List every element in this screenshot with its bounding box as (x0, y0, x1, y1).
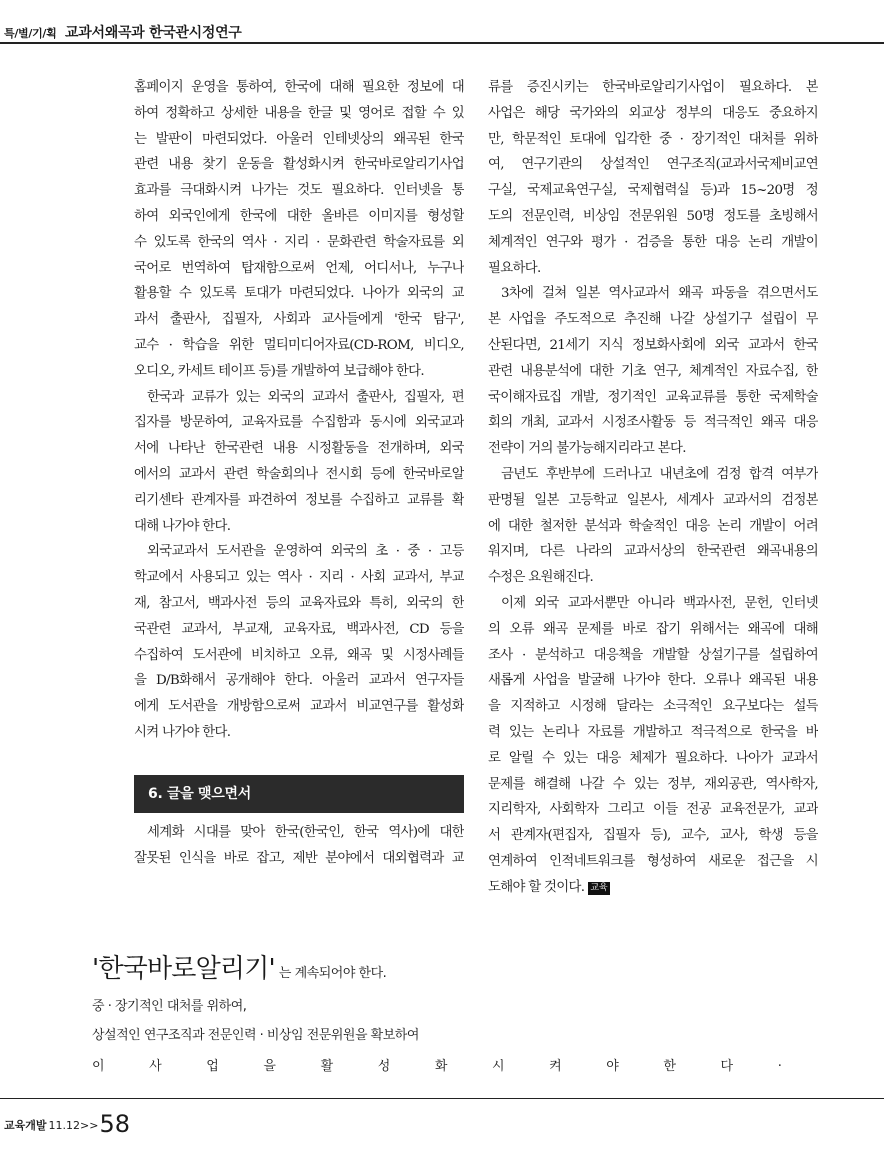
text-line (488, 385, 818, 411)
text-line (488, 694, 818, 720)
text-line (134, 694, 464, 720)
text-line-content: 활용할 수 있도록 토대가 마련되었다. 나아가 외국의 교 (134, 286, 464, 302)
text-line-content: 홈페이지 운영을 통하여, 한국에 대해 필요한 정보에 대 (134, 80, 464, 95)
pull-quote-char: 을 (263, 1059, 276, 1074)
text-line (488, 488, 818, 514)
left-column (134, 75, 464, 746)
header-rule (0, 42, 884, 44)
text-line-content: 로 알릴 수 있는 대응 체제가 필요하다. 나아가 교과서 (488, 750, 818, 766)
text-line-content: 시켜 나가야 한다. (134, 724, 231, 740)
text-line (488, 797, 818, 823)
text-line-content: 지리학자, 사회학자 그리고 이들 전공 교육전문가, 교과 (488, 802, 818, 818)
text-line-content: 국어로 번역하여 탑재함으로써 언제, 어디서나, 누구나 (134, 260, 464, 276)
text-line (488, 436, 818, 462)
page-header (0, 0, 884, 44)
text-line-content: 을 D/B화해서 공개해야 한다. 아울러 교과서 연구자들 (134, 673, 464, 689)
text-line-content: 본 사업을 주도적으로 추진해 나갈 상설기구 설립이 무 (488, 312, 818, 328)
text-line-content: 산된다면, 21세기 지식 정보화사회에 외국 교과서 한국 (488, 337, 818, 353)
text-line (488, 617, 818, 643)
text-line (488, 668, 818, 694)
text-line (134, 204, 464, 230)
text-line (488, 875, 818, 901)
text-line-content: 는 발판이 마련되었다. 아울러 인테넷상의 왜곡된 한국 (134, 131, 464, 147)
text-line-content: 력 있는 논리나 자료를 개발하고 적극적으로 한국을 바 (488, 724, 818, 740)
pull-quote-char: 한 (663, 1059, 676, 1074)
text-line-content: 관련 내용 찾기 운동을 활성화시켜 한국바로알리기사업 (134, 157, 464, 173)
pull-quote (92, 948, 832, 1074)
text-line-content: 수 있도록 한국의 역사 · 지리 · 문화관련 학술자료를 외 (134, 234, 464, 250)
text-line-content: 오디오, 카세트 테이프 등)를 개발하여 보급해야 한다. (134, 363, 424, 379)
text-line (488, 823, 818, 849)
pull-quote-line-1: 중 · 장기적인 대처를 위하여, (92, 999, 247, 1014)
text-line-content: 국이해자료집 개발, 정기적인 교육교류를 통한 국제학술 (488, 389, 818, 405)
footer-issue: 11.12>> (48, 1119, 99, 1132)
pull-quote-char: 사 (149, 1059, 162, 1074)
text-line (134, 591, 464, 617)
text-line-content: 과서 출판사, 집필자, 사회과 교사들에게 '한국 탐구', (134, 312, 464, 328)
text-line-content: 필요하다. (488, 260, 541, 276)
section-body (134, 820, 464, 872)
text-line-content: 재, 참고서, 백과사전 등의 교육자료와 특히, 외국의 한 (134, 595, 464, 611)
text-line (488, 720, 818, 746)
text-line-content: 을 지적하고 시정해 달라는 소극적인 요구보다는 설득 (488, 699, 818, 715)
text-line-content: 대해 나가야 한다. (134, 518, 231, 534)
footer-magazine-name: 교육개발 (4, 1119, 47, 1132)
text-line-content: 구실, 국제교육연구실, 국제협력실 등)과 15~20명 정 (488, 183, 818, 199)
text-line-content: 3차에 걸쳐 일본 역사교과서 왜곡 파동을 겪으면서도 (501, 286, 818, 302)
pull-quote-char: 시 (491, 1059, 505, 1074)
text-line (134, 256, 464, 282)
text-line (488, 746, 818, 772)
pull-quote-char: . (777, 1055, 782, 1070)
text-line-content: 의 오류 왜곡 문제를 바로 잡기 위해서는 왜곡에 대해 (488, 621, 818, 637)
text-line (134, 307, 464, 333)
header-title: 교과서왜곡과 한국관시정연구 (65, 25, 242, 41)
text-line (488, 152, 818, 178)
right-column (488, 75, 818, 901)
text-line-content: 수정은 요원해진다. (488, 570, 593, 586)
text-line (134, 281, 464, 307)
footer-rule (0, 1098, 884, 1099)
text-line-content: 에게 도서관을 개방함으로써 교과서 비교연구를 활성화 (134, 699, 464, 715)
text-line (488, 256, 818, 282)
text-line-content: 새롭게 사업을 발굴해 나가야 한다. 오류나 왜곡된 내용 (488, 673, 818, 689)
text-line (134, 359, 464, 385)
text-line (134, 436, 464, 462)
text-line (134, 101, 464, 127)
text-line (134, 846, 464, 872)
text-line-content: 도의 전문인력, 비상임 전문위원 50명 정도를 초빙해서 (488, 208, 818, 224)
text-line-content: 리기센타 관계자를 파견하여 정보를 수집하고 교류를 확 (134, 492, 464, 508)
pull-quote-char: 업 (206, 1059, 219, 1074)
header-text (4, 22, 242, 42)
pull-quote-char: 화 (434, 1059, 448, 1074)
text-line-content: 국관련 교과서, 부교재, 교육자료, 백과사전, CD 등을 (134, 621, 464, 637)
page-footer (4, 1110, 130, 1138)
text-line (134, 668, 464, 694)
text-line-content: 서에 나타난 한국관련 내용 시정활동을 전개하며, 외국 (134, 441, 464, 457)
text-line (488, 204, 818, 230)
text-line-content: 전략이 거의 불가능해지리라고 본다. (488, 441, 686, 457)
text-line (134, 720, 464, 746)
text-line-content: 류를 증진시키는 한국바로알리기사업이 필요하다. 본 (488, 80, 818, 95)
text-line-content: 만, 학문적인 토대에 입각한 중 · 장기적인 대처를 위하 (488, 131, 818, 147)
text-line (488, 772, 818, 798)
text-line (488, 307, 818, 333)
text-line-content: 회의 개최, 교과서 시정조사활동 등 적극적인 왜곡 대응 (488, 415, 818, 431)
pull-quote-char: 야 (606, 1059, 619, 1074)
text-line-content: 관련 내용분석에 대한 기초 연구, 체계적인 자료수집, 한 (488, 363, 818, 379)
pull-quote-title-line (92, 948, 832, 985)
text-line-content: 세계화 시대를 맞아 한국(한국인, 한국 역사)에 대한 (147, 825, 464, 840)
text-line (488, 643, 818, 669)
text-line (134, 230, 464, 256)
page-number: 58 (99, 1110, 130, 1138)
text-line-content: 도해야 할 것이다. (488, 879, 585, 895)
text-line (488, 101, 818, 127)
pull-quote-title-rest: 는 계속되어야 한다. (278, 966, 387, 981)
text-line (488, 359, 818, 385)
text-line (488, 333, 818, 359)
pull-quote-char: 활 (320, 1059, 334, 1074)
text-line (488, 514, 818, 540)
pull-quote-char: 이 (92, 1059, 105, 1074)
text-line (134, 178, 464, 204)
text-line-content: 교수 · 학습을 위한 멀티미디어자료(CD-ROM, 비디오, (134, 337, 464, 353)
text-line-content: 하여 정확하고 상세한 내용을 한글 및 영어로 접할 수 있 (134, 105, 464, 121)
text-line-content: 수집하여 도서관에 비치하고 오류, 왜곡 및 시정사례들 (134, 647, 464, 663)
text-line-content: 에서의 교과서 관련 학술회의나 전시회 등에 한국바로알 (134, 466, 464, 482)
header-section-label: 특/별/기/획 (4, 27, 57, 40)
text-line (134, 75, 464, 101)
text-line-content: 연계하여 인적네트워크를 형성하여 새로운 접근을 시 (488, 853, 818, 869)
text-line (134, 565, 464, 591)
text-line (134, 539, 464, 565)
text-line (134, 462, 464, 488)
text-line (134, 820, 464, 846)
pull-quote-line-2: 상설적인 연구조직과 전문인력 · 비상임 전문위원을 확보하여 (92, 1028, 419, 1043)
text-line-content: 사업은 해당 국가와의 외교상 정부의 대응도 중요하지 (488, 105, 818, 121)
section-heading: 6. 글을 맺으면서 (134, 775, 464, 813)
text-line-content: 금년도 후반부에 드러나고 내년초에 검정 합격 여부가 (501, 466, 818, 482)
text-line (488, 281, 818, 307)
text-line (488, 75, 818, 101)
pull-quote-char: 성 (377, 1059, 391, 1074)
end-mark-icon: 교육 (590, 882, 608, 893)
text-line (488, 230, 818, 256)
pull-quote-line-3 (92, 1055, 782, 1074)
text-line (134, 127, 464, 153)
text-line (488, 410, 818, 436)
text-line-content: 학교에서 사용되고 있는 역사 · 지리 · 사회 교과서, 부교 (134, 570, 464, 586)
text-line-content: 에 대한 철저한 분석과 학술적인 대응 논리 개발이 어려 (488, 518, 818, 534)
text-line (134, 333, 464, 359)
pull-quote-char: 켜 (549, 1059, 562, 1074)
text-line (488, 849, 818, 875)
text-line-content: 조사 · 분석하고 대응책을 개발할 상설기구를 설립하여 (488, 647, 818, 663)
text-line-content: 효과를 극대화시켜 나가는 것도 필요하다. 인터넷을 통 (134, 183, 464, 199)
text-line (134, 152, 464, 178)
pull-quote-char: 다 (720, 1059, 734, 1074)
text-line (134, 410, 464, 436)
text-line-content: 잘못된 인식을 바로 잡고, 제반 분야에서 대외협력과 교 (134, 850, 464, 866)
text-line (488, 127, 818, 153)
text-line (134, 488, 464, 514)
text-line-content: 문제를 해결해 나갈 수 있는 정부, 재외공관, 역사학자, (488, 776, 818, 792)
text-line-content: 외국교과서 도서관을 운영하여 외국의 초 · 중 · 고등 (147, 544, 464, 560)
text-line-content: 집자를 방문하여, 교육자료를 수집함과 동시에 외국교과 (134, 415, 464, 431)
text-line-content: 한국과 교류가 있는 외국의 교과서 출판사, 집필자, 편 (147, 389, 464, 405)
text-line-content: 하여 외국인에게 한국에 대한 올바른 이미지를 형성할 (134, 208, 464, 224)
text-line (488, 591, 818, 617)
text-line-content: 이제 외국 교과서뿐만 아니라 백과사전, 문헌, 인터넷 (501, 595, 818, 611)
pull-quote-title: '한국바로알리기' (92, 954, 275, 984)
text-line-content: 판명될 일본 고등학교 일본사, 세계사 교과서의 검정본 (488, 492, 818, 508)
text-line-content: 여, 연구기관의 상설적인 연구조직(교과서국제비교연 (488, 157, 818, 173)
text-line (488, 565, 818, 591)
text-line (134, 643, 464, 669)
text-line (134, 514, 464, 540)
text-line (488, 178, 818, 204)
text-line (134, 385, 464, 411)
text-line (134, 617, 464, 643)
text-line (488, 539, 818, 565)
text-line (488, 462, 818, 488)
text-line-content: 워지며, 다른 나라의 교과서상의 한국관련 왜곡내용의 (488, 544, 818, 560)
text-line-content: 서 관계자(편집자, 집필자 등), 교수, 교사, 학생 등을 (488, 828, 818, 844)
text-line-content: 체계적인 연구와 평가 · 검증을 통한 대응 논리 개발이 (488, 234, 818, 250)
